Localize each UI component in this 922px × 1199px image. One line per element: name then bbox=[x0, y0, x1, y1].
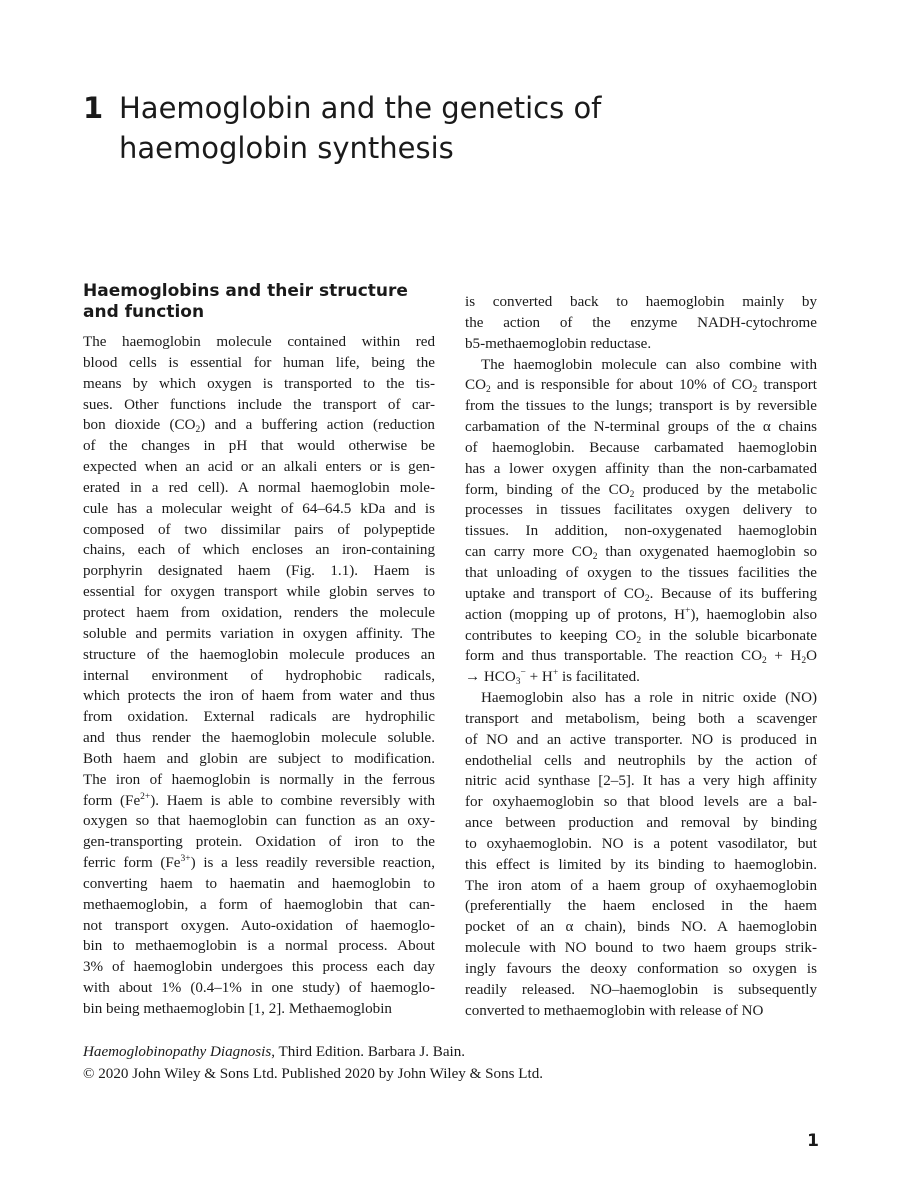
text-line: can carry more $CO_2$ than oxygenated haemoglobin so bbox=[465, 544, 817, 563]
text-line: blood cells is essential for human life, being the bbox=[83, 354, 435, 371]
text-line: of NO and an active transporter. NO is produced in bbox=[465, 731, 817, 748]
text-line: sues. Other functions include the transport of car- bbox=[83, 396, 435, 413]
text-line: The iron atom of a haem group of oxyhaemoglobin bbox=[465, 877, 817, 894]
text-line: pocket of an α chain), binds NO. A haemoglobin bbox=[465, 919, 817, 936]
text-line: composed of two dissimilar pairs of polypeptide bbox=[83, 521, 435, 538]
text-line: has a lower oxygen affinity than the non-carbamated bbox=[465, 460, 817, 477]
chapter-title bbox=[119, 88, 839, 168]
text-line: bin being methaemoglobin [1, 2]. Methaemoglobin bbox=[83, 1001, 392, 1017]
left-text-column bbox=[83, 332, 435, 1020]
section-heading bbox=[83, 281, 423, 322]
text-line: to oxyhaemoglobin. NO is a potent vasodilator, but bbox=[465, 835, 817, 852]
text-line: The haemoglobin molecule contained within red bbox=[83, 334, 435, 350]
text-line: molecule with NO bound to two haem groups strik- bbox=[465, 940, 817, 957]
text-line: for oxyhaemoglobin so that blood levels are a bal- bbox=[465, 794, 817, 811]
text-line: internal environment of hydrophobic radicals, bbox=[83, 667, 435, 684]
text-line: from oxidation. External radicals are hydrophilic bbox=[83, 709, 435, 726]
text-line: with about 1% (0.4–1% in one study) of haemoglo- bbox=[83, 980, 435, 997]
text-line: not transport oxygen. Auto-oxidation of haemoglo- bbox=[83, 917, 435, 934]
section-heading-line: and function bbox=[83, 301, 205, 322]
text-line: → $HCO_3^- + H^+$ is facilitated. bbox=[465, 668, 640, 688]
text-line: cule has a molecular weight of 64–64.5 kDa and is bbox=[83, 500, 435, 517]
text-line: $CO_2$ and is responsible for about 10% of $CO_2$ transport bbox=[465, 377, 817, 396]
text-line: ingly favours the deoxy conformation so oxygen is bbox=[465, 961, 817, 977]
text-line: soluble and permits variation in oxygen affinity. The bbox=[83, 625, 435, 642]
text-line: oxygen so that haemoglobin can function as an oxy- bbox=[83, 813, 435, 830]
text-line: expected when an acid or an alkali enters or is gen- bbox=[83, 459, 435, 476]
text-line: of the changes in pH that would otherwise be bbox=[83, 438, 435, 455]
text-line: porphyrin designated haem (Fig. 1.1). Haem is bbox=[83, 563, 435, 580]
text-line: The iron of haemoglobin is normally in the ferrous bbox=[83, 771, 435, 788]
text-line: ance between production and removal by binding bbox=[465, 815, 817, 832]
text-line: endothelial cells and neutrophils by the action of bbox=[465, 752, 817, 769]
text-line: readily released. NO–haemoglobin is subsequently bbox=[465, 981, 817, 998]
text-line: protect haem from oxidation, renders the molecule bbox=[83, 604, 435, 621]
text-line: Haemoglobin also has a role in nitric oxide (NO) bbox=[481, 690, 817, 707]
text-line: is converted back to haemoglobin mainly by bbox=[465, 294, 817, 310]
text-line: 3% of haemoglobin undergoes this process each day bbox=[83, 959, 435, 976]
text-line: methaemoglobin, a form of haemoglobin that can- bbox=[83, 896, 435, 913]
copyright-line: © 2020 John Wiley & Sons Ltd. Published 2020 by John Wiley & Sons Ltd. bbox=[83, 1066, 544, 1082]
text-line: The haemoglobin molecule can also combine with bbox=[481, 356, 817, 373]
section-heading-line: Haemoglobins and their structure bbox=[83, 281, 408, 301]
text-line: which protects the iron of haem from water and thus bbox=[83, 688, 435, 705]
text-line: Both haem and globin are subject to modification. bbox=[83, 750, 435, 767]
book-footer bbox=[83, 1041, 783, 1085]
citation-line bbox=[83, 1041, 783, 1063]
chapter-title-line: Haemoglobin and the genetics of bbox=[119, 91, 602, 125]
text-line: bon dioxide $(CO_2)$ and a buffering action (reduction bbox=[83, 417, 435, 436]
chapter-title-line: haemoglobin synthesis bbox=[119, 131, 454, 165]
text-line: contributes to keeping $CO_2$ in the soluble bicarbonate bbox=[465, 627, 817, 646]
text-line: the action of the enzyme NADH-cytochrome bbox=[465, 314, 817, 331]
text-line: uptake and transport of $CO_2$. Because of its buffering bbox=[465, 585, 817, 604]
chapter-number: 1 bbox=[83, 91, 104, 125]
text-line: (preferentially the haem enclosed in the haem bbox=[465, 898, 817, 915]
text-line: form and thus transportable. The reaction $CO_2 + H_2O$ bbox=[465, 648, 817, 667]
text-line: means by which oxygen is transported to the tis- bbox=[83, 375, 435, 392]
text-line: converted to methaemoglobin with release of NO bbox=[465, 1002, 764, 1019]
text-line: form, binding of the $CO_2$ produced by the metabolic bbox=[465, 481, 817, 500]
text-line: from the tissues to the lungs; transport is by reversible bbox=[465, 398, 817, 415]
text-line: nitric acid synthase [2–5]. It has a very high affinity bbox=[465, 773, 817, 790]
text-line: form $(Fe^{2+})$. Haem is able to combine reversibly with bbox=[83, 791, 435, 809]
text-line: carbamation of the N-terminal groups of the α chains bbox=[465, 419, 817, 436]
page-number: 1 bbox=[807, 1131, 819, 1151]
text-line: gen-transporting protein. Oxidation of iron to the bbox=[83, 834, 435, 851]
text-line: ferric form $(Fe^{3+})$ is a less readily reversible reaction, bbox=[83, 854, 435, 872]
text-line: structure of the haemoglobin molecule produces an bbox=[83, 646, 435, 663]
text-line: chains, each of which encloses an iron-containing bbox=[83, 542, 435, 559]
text-line: and thus render the haemoglobin molecule soluble. bbox=[83, 730, 435, 747]
text-line: action (mopping up of protons, H+), haemoglobin also bbox=[465, 605, 817, 623]
text-line: essential for oxygen transport while globin serves to bbox=[83, 584, 435, 601]
text-line: of haemoglobin. Because carbamated haemoglobin bbox=[465, 439, 817, 456]
text-line: processes in tissues facilitates oxygen delivery to bbox=[465, 502, 817, 519]
text-line: that unloading of oxygen to the tissues facilities the bbox=[465, 564, 817, 581]
edition-author: , Third Edition. Barbara J. Bain. bbox=[271, 1044, 466, 1060]
text-line: b5-methaemoglobin reductase. bbox=[465, 335, 652, 352]
text-line: transport and metabolism, being both a scavenger bbox=[465, 710, 817, 727]
text-line: tissues. In addition, non-oxygenated haemoglobin bbox=[465, 523, 817, 540]
text-line: converting haem to haematin and haemoglobin to bbox=[83, 875, 435, 892]
text-line: this effect is limited by its binding to haemoglobin. bbox=[465, 856, 817, 873]
right-text-column bbox=[465, 292, 817, 1022]
text-line: bin to methaemoglobin is a normal process. About bbox=[83, 938, 435, 955]
text-line: erated in a red cell). A normal haemoglobin mole- bbox=[83, 479, 435, 496]
book-title: Haemoglobinopathy Diagnosis bbox=[83, 1044, 272, 1060]
